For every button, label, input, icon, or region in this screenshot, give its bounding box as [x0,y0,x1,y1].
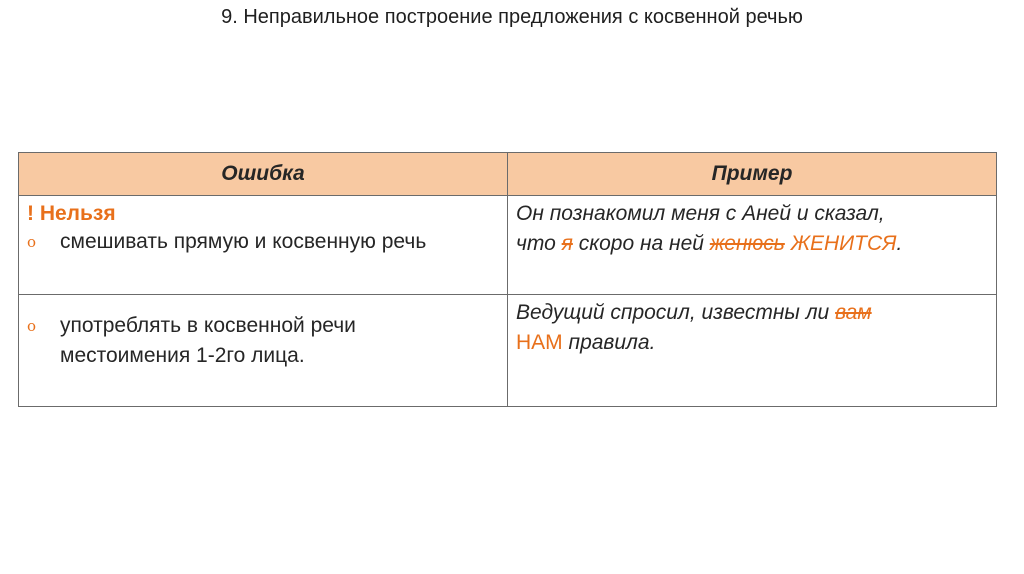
example-cell [508,295,997,407]
struck-word: женюсь [709,232,785,255]
example-text: что [516,232,562,255]
bullet-item [27,311,501,371]
example-cell [508,196,997,295]
correction-word: ЖЕНИТСЯ [790,232,897,255]
example-line: Он познакомил меня с Аней и сказал, [516,202,885,225]
slide-title: 9. Неправильное построение предложения с косвенной речью [221,6,803,28]
header-example: Пример [508,153,997,196]
correction-word: НАМ [516,331,563,354]
example-line [516,298,988,328]
bullet-icon: o [27,233,37,251]
table-row [19,196,997,295]
example-text: . [896,232,903,255]
warning-label: ! Нельзя [27,202,116,225]
error-text-line: употреблять в косвенной речи [60,314,356,337]
example-line [516,229,988,259]
table-row [19,295,997,407]
example-line [516,328,988,358]
example-text: скоро на ней [572,232,710,255]
error-cell [19,295,508,407]
error-cell [19,196,508,295]
struck-word: я [561,232,573,255]
error-text-line: местоимения 1-2го лица. [60,344,305,367]
example-text: правила. [562,331,656,354]
error-text: смешивать прямую и косвенную речь [60,230,427,253]
table-header-row [19,153,997,196]
bullet-icon: o [27,317,37,335]
bullet-item [27,227,501,257]
error-text [60,311,356,371]
example-text: Ведущий спросил, известны ли [516,301,836,324]
error-example-table [18,152,997,407]
header-error: Ошибка [19,153,508,196]
struck-word: вам [835,301,872,324]
